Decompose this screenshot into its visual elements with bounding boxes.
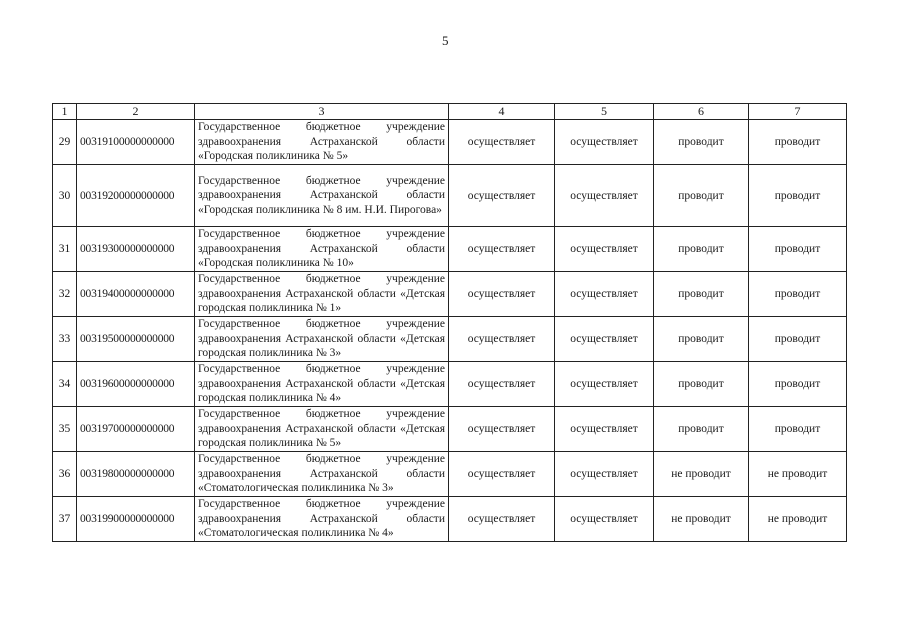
col7-text: проводит bbox=[774, 333, 821, 345]
col6-text: не проводит bbox=[671, 513, 731, 525]
col7-text: не проводит bbox=[767, 513, 828, 525]
col7-text: проводит bbox=[774, 189, 821, 202]
col7-text: не проводит bbox=[767, 468, 828, 480]
col4-value: осуществляет bbox=[449, 452, 555, 497]
table-row bbox=[53, 165, 847, 227]
col6-text: проводит bbox=[678, 423, 724, 435]
col6-text: проводит bbox=[678, 243, 724, 255]
institution-name: Государственное бюджетное учреждение здравоохранения Астраханской области «Стоматологическая поликлиника № 4» bbox=[195, 497, 449, 542]
col4-value: осуществляет bbox=[449, 497, 555, 542]
col5-value: осуществляет bbox=[555, 120, 654, 165]
registry-code: 00319100000000000 bbox=[77, 120, 195, 165]
col7-value bbox=[749, 317, 847, 362]
row-number: 33 bbox=[53, 317, 77, 362]
col4-value: осуществляет bbox=[449, 120, 555, 165]
table-row bbox=[53, 497, 847, 542]
col5-value: осуществляет bbox=[555, 407, 654, 452]
row-number: 34 bbox=[53, 362, 77, 407]
col4-value: осуществляет bbox=[449, 362, 555, 407]
table-row bbox=[53, 362, 847, 407]
col6-value bbox=[654, 165, 749, 227]
col6-value bbox=[654, 227, 749, 272]
col5-value: осуществляет bbox=[555, 452, 654, 497]
row-number: 31 bbox=[53, 227, 77, 272]
col6-value bbox=[654, 362, 749, 407]
col7-text: проводит bbox=[774, 136, 821, 148]
col7-text: проводит bbox=[774, 423, 821, 435]
registry-code: 00319600000000000 bbox=[77, 362, 195, 407]
column-header-6: 6 bbox=[654, 104, 749, 120]
institution-name: Государственное бюджетное учреждение здравоохранения Астраханской области «Детская городская поликлиника № 5» bbox=[195, 407, 449, 452]
registry-code: 00319800000000000 bbox=[77, 452, 195, 497]
table-row bbox=[53, 120, 847, 165]
col7-text: проводит bbox=[774, 288, 821, 300]
col4-value: осуществляет bbox=[449, 165, 555, 227]
col6-value bbox=[654, 452, 749, 497]
col6-value bbox=[654, 317, 749, 362]
table-header-row bbox=[53, 104, 847, 120]
col7-text: проводит bbox=[774, 243, 821, 255]
col7-value bbox=[749, 165, 847, 227]
row-number: 29 bbox=[53, 120, 77, 165]
column-header-3: 3 bbox=[195, 104, 449, 120]
col7-value bbox=[749, 272, 847, 317]
col5-value: осуществляет bbox=[555, 227, 654, 272]
col5-value: осуществляет bbox=[555, 497, 654, 542]
col6-text: не проводит bbox=[671, 468, 731, 480]
col6-value bbox=[654, 497, 749, 542]
col5-value: осуществляет bbox=[555, 317, 654, 362]
institution-name: Государственное бюджетное учреждение здравоохранения Астраханской области «Городская поликлиника № 8 им. Н.И. Пирогова» bbox=[195, 165, 449, 227]
registry-code: 00319300000000000 bbox=[77, 227, 195, 272]
table-row bbox=[53, 227, 847, 272]
column-header-5: 5 bbox=[555, 104, 654, 120]
col7-text: проводит bbox=[774, 378, 821, 390]
col5-value: осуществляет bbox=[555, 362, 654, 407]
registry-code: 00319900000000000 bbox=[77, 497, 195, 542]
col5-value: осуществляет bbox=[555, 165, 654, 227]
col4-value: осуществляет bbox=[449, 407, 555, 452]
institutions-table bbox=[52, 103, 847, 542]
col7-value bbox=[749, 120, 847, 165]
col7-value bbox=[749, 407, 847, 452]
col6-value bbox=[654, 120, 749, 165]
col7-value bbox=[749, 452, 847, 497]
col7-value bbox=[749, 227, 847, 272]
column-header-2: 2 bbox=[77, 104, 195, 120]
table-row bbox=[53, 317, 847, 362]
table-row bbox=[53, 452, 847, 497]
column-header-1: 1 bbox=[53, 104, 77, 120]
institution-name: Государственное бюджетное учреждение здравоохранения Астраханской области «Детская городская поликлиника № 3» bbox=[195, 317, 449, 362]
institution-name: Государственное бюджетное учреждение здравоохранения Астраханской области «Городская поликлиника № 5» bbox=[195, 120, 449, 165]
col6-text: проводит bbox=[678, 136, 724, 148]
row-number: 30 bbox=[53, 165, 77, 227]
institution-name: Государственное бюджетное учреждение здравоохранения Астраханской области «Городская поликлиника № 10» bbox=[195, 227, 449, 272]
registry-code: 00319700000000000 bbox=[77, 407, 195, 452]
row-number: 32 bbox=[53, 272, 77, 317]
institution-name: Государственное бюджетное учреждение здравоохранения Астраханской области «Детская городская поликлиника № 4» bbox=[195, 362, 449, 407]
col6-text: проводит bbox=[678, 288, 724, 300]
col4-value: осуществляет bbox=[449, 227, 555, 272]
institution-name: Государственное бюджетное учреждение здравоохранения Астраханской области «Стоматологическая поликлиника № 3» bbox=[195, 452, 449, 497]
column-header-7: 7 bbox=[749, 104, 847, 120]
col4-value: осуществляет bbox=[449, 317, 555, 362]
column-header-4: 4 bbox=[449, 104, 555, 120]
page-number: 5 bbox=[442, 33, 449, 48]
row-number: 37 bbox=[53, 497, 77, 542]
col5-value: осуществляет bbox=[555, 272, 654, 317]
table-row bbox=[53, 272, 847, 317]
row-number: 36 bbox=[53, 452, 77, 497]
col6-text: проводит bbox=[678, 333, 724, 345]
col4-value: осуществляет bbox=[449, 272, 555, 317]
registry-code: 00319500000000000 bbox=[77, 317, 195, 362]
table-row bbox=[53, 407, 847, 452]
row-number: 35 bbox=[53, 407, 77, 452]
institution-name: Государственное бюджетное учреждение здравоохранения Астраханской области «Детская городская поликлиника № 1» bbox=[195, 272, 449, 317]
col7-value bbox=[749, 497, 847, 542]
col6-value bbox=[654, 272, 749, 317]
col6-text: проводит bbox=[678, 378, 724, 390]
registry-code: 00319400000000000 bbox=[77, 272, 195, 317]
col6-value bbox=[654, 407, 749, 452]
col6-text: проводит bbox=[678, 189, 724, 202]
registry-code: 00319200000000000 bbox=[77, 165, 195, 227]
col7-value bbox=[749, 362, 847, 407]
